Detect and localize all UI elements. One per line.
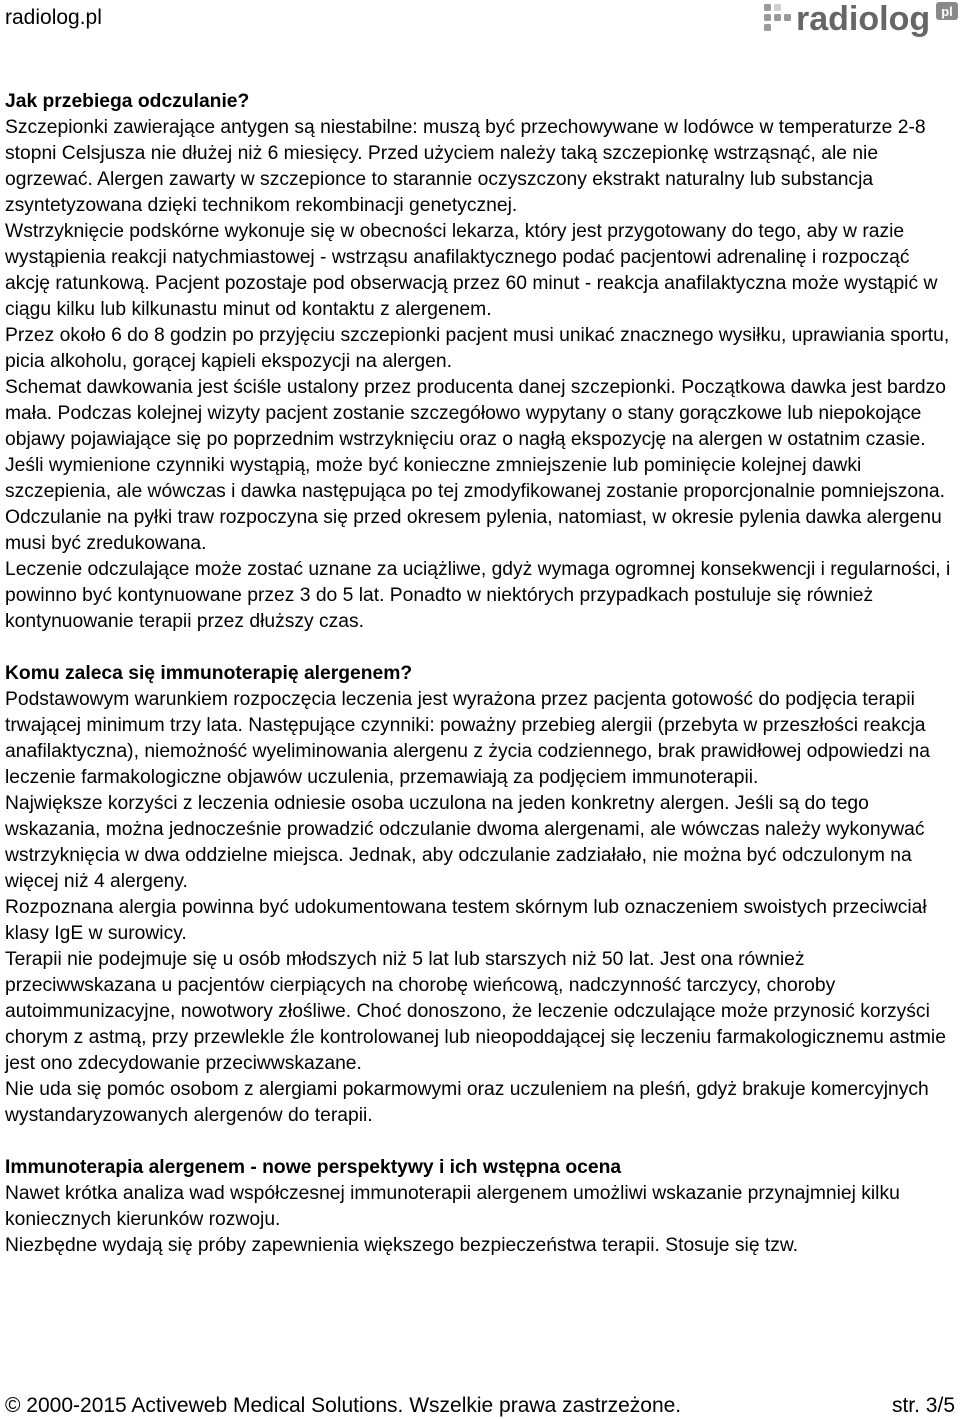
section-heading: Komu zaleca się immunoterapię alergenem? <box>5 663 413 684</box>
paragraph: Rozpoznana alergia powinna być udokumentowana testem skórnym lub oznaczeniem swoistych przeciwciał klasy IgE w surowicy. <box>5 897 927 944</box>
section-heading: Jak przebiega odczulanie? <box>5 91 250 112</box>
article-content <box>5 89 955 1285</box>
paragraph: Odczulanie na pyłki traw rozpoczyna się przed okresem pylenia, natomiast, w okresie pylenia dawka alergenu musi być zredukowana. <box>5 507 942 554</box>
logo-badge: pl <box>941 4 953 19</box>
page-footer <box>5 1393 955 1419</box>
section-odczulanie <box>5 89 955 635</box>
paragraph: Schemat dawkowania jest ściśle ustalony przez producenta danej szczepionki. Początkowa dawka jest bardzo mała. Podczas kolejnej wizyty pacjent zostanie szczegółowo wypytany o stany gorączkowe lub niepokojące objawy pojawiające się po poprzednim wstrzyknięciu oraz o nagłą ekspozycję na alergen w ostatnim czasie. Jeśli wymienione czynniki wystąpią, może być konieczne zmniejszenie lub pominięcie kolejnej dawki szczepienia, ale wówczas i dawka następująca po tej zmodyfikowanej zostanie proporcjonalnie pomniejszona. <box>5 377 946 502</box>
paragraph: Terapii nie podejmuje się u osób młodszych niż 5 lat lub starszych niż 50 lat. Jest ona również przeciwwskazana u pacjentów cierpiących na chorobę wieńcową, nadczynność tarczycy, choroby autoimmunizacyjne, nowotwory złośliwe. Choć donoszono, że leczenie odczulające może przynosić korzyści chorym z astmą, przy przewlekle źle kontrolowanej lub nieopoddającej się leczeniu farmakologicznemu astmie jest ono zdecydowanie przeciwwskazane. <box>5 949 946 1074</box>
paragraph: Leczenie odczulające może zostać uznane za uciążliwe, gdyż wymaga ogromnej konsekwencji i regularności, i powinno być kontynuowane przez 3 do 5 lat. Ponadto w niektórych przypadkach postuluje się również kontynuowanie terapii przez dłuższy czas. <box>5 559 951 632</box>
paragraph: Podstawowym warunkiem rozpoczęcia leczenia jest wyrażona przez pacjenta gotowość do podjęcia terapii trwającej minimum trzy lata. Następujące czynniki: poważny przebieg alergii (przebyta w przeszłości reakcja anafilaktyczna), niemożność wyeliminowania alergenu z życia codziennego, brak prawidłowej odpowiedzi na leczenie farmakologiczne objawów uczulenia, przemawiają za podjęciem immunoterapii. <box>5 689 930 788</box>
paragraph: Niezbędne wydają się próby zapewnienia większego bezpieczeństwa terapii. Stosuje się tzw. <box>5 1235 799 1256</box>
logo-text: radiolog <box>796 0 931 38</box>
page-number: str. 3/5 <box>891 1394 955 1417</box>
paragraph: Wstrzyknięcie podskórne wykonuje się w obecności lekarza, który jest przygotowany do tego, aby w razie wystąpienia reakcji natychmiastowej - wstrząsu anafilaktycznego podać pacjentowi adrenalinę i rozpocząć akcję ratunkową. Pacjent pozostaje pod obserwacją przez 60 minut - reakcja anafilaktyczna może wystąpić w ciągu kilku lub kilkunastu minut od kontaktu z alergenem. <box>5 221 938 320</box>
radiolog-logo <box>760 0 960 42</box>
section-heading: Immunoterapia alergenem - nowe perspektywy i ich wstępna ocena <box>5 1157 622 1178</box>
paragraph: Nawet krótka analiza wad współczesnej immunoterapii alergenem umożliwi wskazanie przynajmniej kilku koniecznych kierunków rozwoju. <box>5 1183 900 1230</box>
site-name: radiolog.pl <box>5 6 102 29</box>
paragraph: Przez około 6 do 8 godzin po przyjęciu szczepionki pacjent musi unikać znacznego wysiłku, uprawiania sportu, picia alkoholu, gorącej kąpieli ekspozycji na alergen. <box>5 325 950 372</box>
paragraph: Nie uda się pomóc osobom z alergiami pokarmowymi oraz uczuleniem na pleśń, gdyż brakuje komercyjnych wystandaryzowanych alergenów do terapii. <box>5 1079 929 1126</box>
copyright-text: © 2000-2015 Activeweb Medical Solutions. Wszelkie prawa zastrzeżone. <box>5 1394 682 1417</box>
paragraph: Największe korzyści z leczenia odniesie osoba uczulona na jeden konkretny alergen. Jeśli są do tego wskazania, można jednocześnie prowadzić odczulanie dwoma alergenami, ale wówczas należy wykonywać wstrzyknięcia w dwa oddzielne miejsca. Jednak, aby odczulanie zadziałało, nie można być odczulonym na więcej niż 4 alergeny. <box>5 793 925 892</box>
section-nowe-perspektywy <box>5 1155 955 1259</box>
section-komu-zaleca <box>5 661 955 1129</box>
paragraph: Szczepionki zawierające antygen są niestabilne: muszą być przechowywane w lodówce w temperaturze 2-8 stopni Celsjusza nie dłużej niż 6 miesięcy. Przed użyciem należy taką szczepionkę wstrząsnąć, ale nie ogrzewać. Alergen zawarty w szczepionce to starannie oczyszczony ekstrakt naturalny lub substancja zsyntetyzowana dzięki technikom rekombinacji genetycznej. <box>5 117 926 216</box>
